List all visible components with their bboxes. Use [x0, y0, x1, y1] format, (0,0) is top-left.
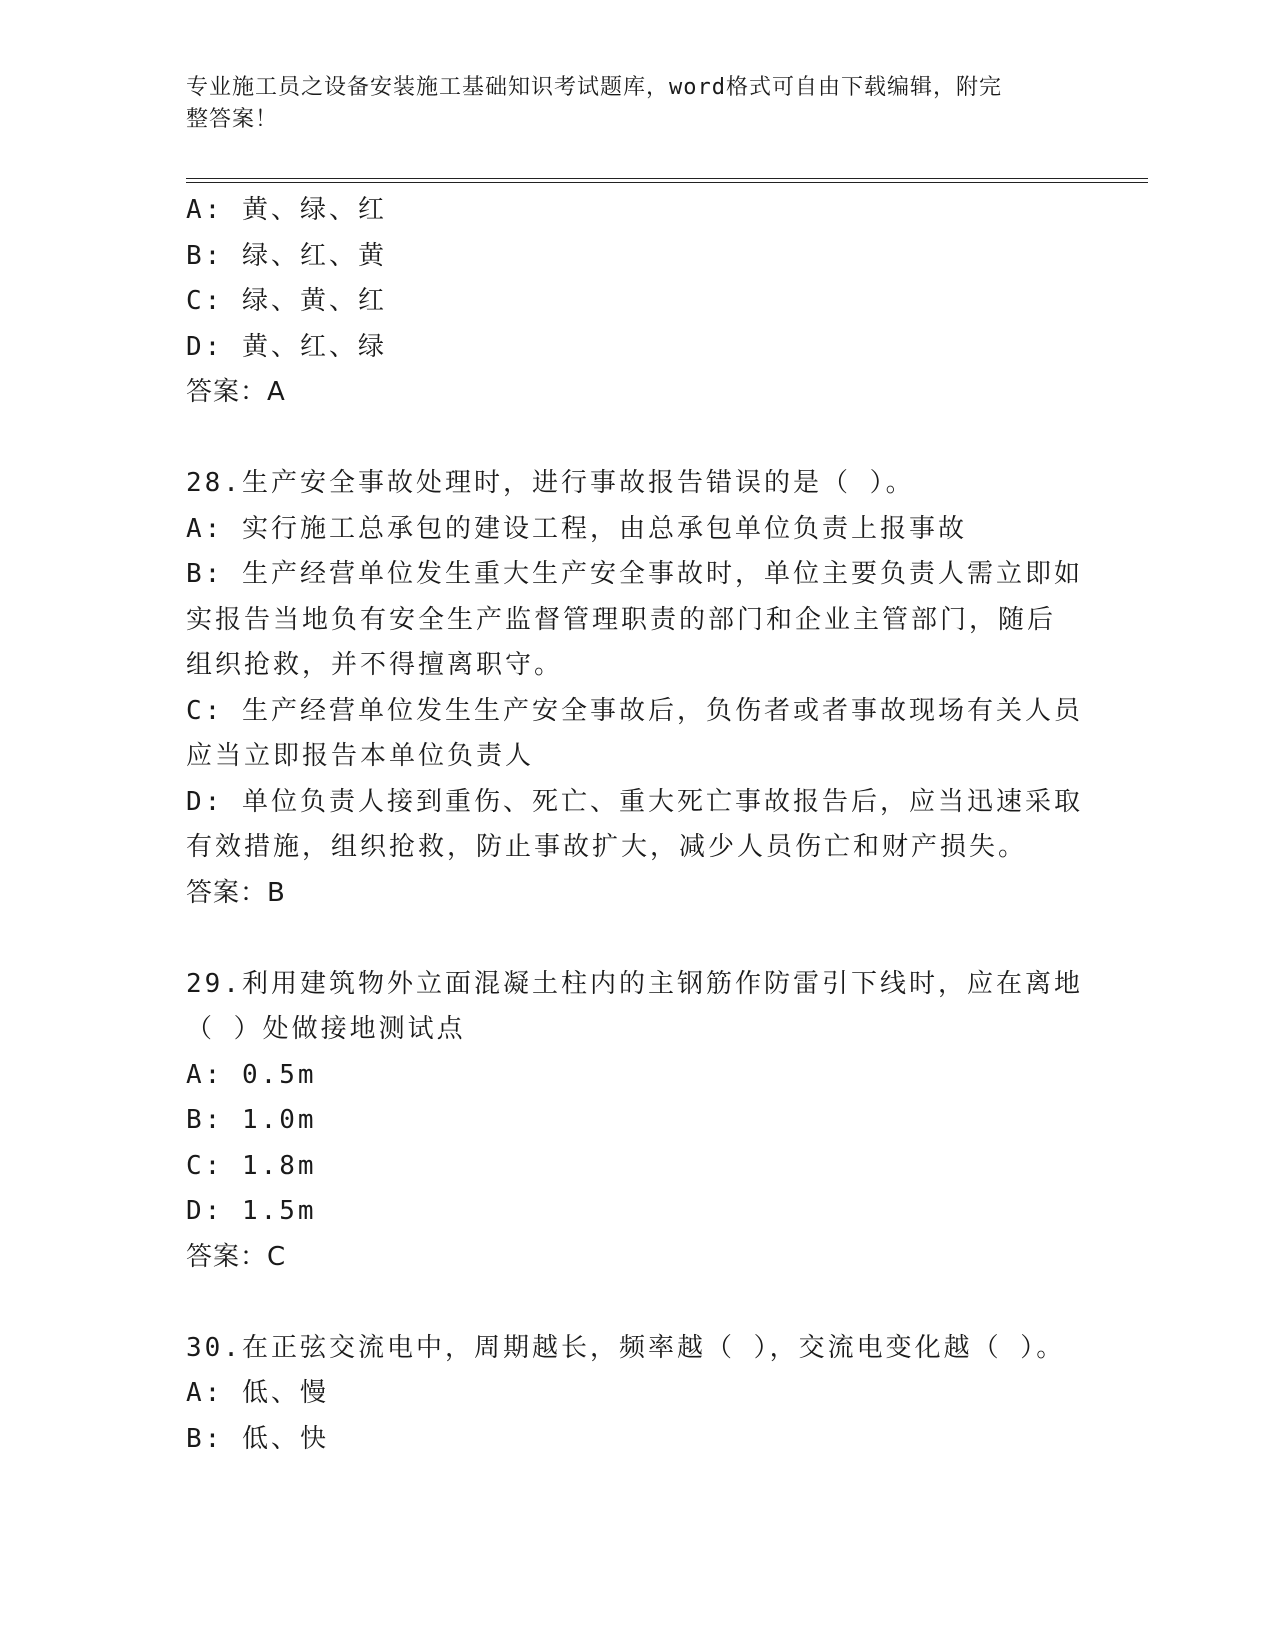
option-b-line-1: B: 生产经营单位发生重大生产安全事故时，单位主要负责人需立即如	[186, 559, 1083, 589]
option-b-line-3: 组织抢救，并不得擅离职守。	[186, 650, 564, 680]
answer: 答案：C	[186, 1241, 287, 1272]
option-b: B: 低、快	[186, 1423, 329, 1454]
option-d-line-2: 有效措施，组织抢救，防止事故扩大，减少人员伤亡和财产损失。	[186, 832, 1028, 862]
header-line-2: 整答案！	[186, 107, 279, 132]
option-c: C: 绿、黄、红	[186, 286, 387, 316]
spacer	[186, 416, 1086, 462]
document-header	[186, 72, 1086, 136]
question-stem-line-1: 29.利用建筑物外立面混凝土柱内的主钢筋作防雷引下线时，应在离地	[186, 968, 1083, 999]
header-divider-top	[186, 178, 1148, 179]
option-c-line-1: C: 生产经营单位发生生产安全事故后，负伤者或者事故现场有关人员	[186, 695, 1083, 726]
option-b: B: 绿、红、黄	[186, 240, 387, 271]
option-d-line-1: D: 单位负责人接到重伤、死亡、重大死亡事故报告后，应当迅速采取	[186, 786, 1083, 817]
answer: 答案：B	[186, 877, 286, 908]
option-c-line-2: 应当立即报告本单位负责人	[186, 741, 535, 771]
answer: 答案：A	[186, 377, 286, 407]
header-line-1: 专业施工员之设备安装施工基础知识考试题库，word格式可自由下载编辑，附完	[186, 75, 1002, 100]
option-b-line-2: 实报告当地负有安全生产监督管理职责的部门和企业主管部门，随后	[186, 604, 1057, 635]
option-d: D: 黄、红、绿	[186, 331, 387, 362]
option-a: A: 0.5m	[186, 1059, 317, 1090]
spacer	[186, 916, 1086, 962]
question-29	[186, 962, 1086, 1281]
option-b: B: 1.0m	[186, 1105, 317, 1135]
option-c: C: 1.8m	[186, 1150, 317, 1181]
question-28	[186, 461, 1086, 916]
question-stem: 28.生产安全事故处理时，进行事故报告错误的是（ ）。	[186, 468, 915, 498]
header-divider-bottom	[186, 182, 1148, 183]
option-d: D: 1.5m	[186, 1196, 317, 1226]
previous-question-block	[186, 188, 1086, 416]
question-stem: 30.在正弦交流电中，周期越长，频率越（ ），交流电变化越（ ）。	[186, 1332, 1066, 1363]
option-a: A: 低、慢	[186, 1378, 329, 1408]
question-30	[186, 1326, 1086, 1463]
document-body	[186, 188, 1086, 1462]
spacer	[186, 1280, 1086, 1326]
question-stem-line-2: （ ）处做接地测试点	[186, 1014, 466, 1044]
option-a: A: 实行施工总承包的建设工程，由总承包单位负责上报事故	[186, 513, 967, 544]
option-a: A: 黄、绿、红	[186, 195, 387, 225]
